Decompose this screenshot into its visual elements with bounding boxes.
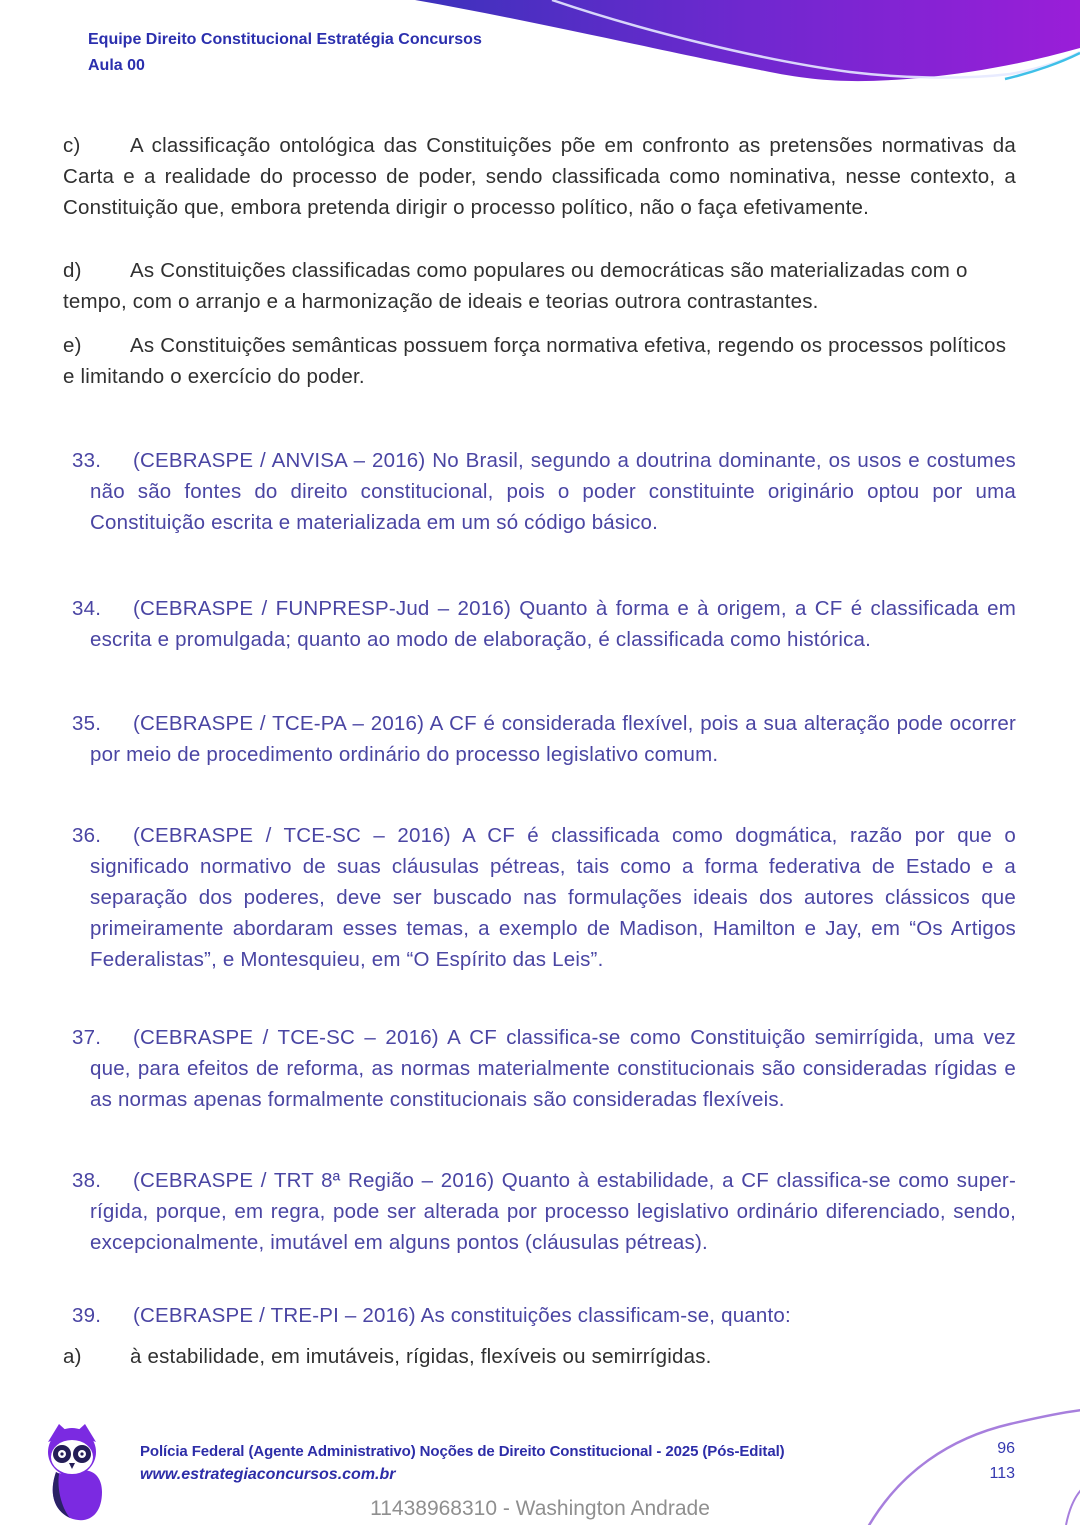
question-38-text: (CEBRASPE / TRT 8ª Região – 2016) Quanto à estabilidade, a CF classifica-se como super-rígida, porque, em regra, pode ser alterada por processo legislativo ordinário diferenciado, sendo, excepcionalmente, imutável em alguns pontos (cláusulas pétreas). (90, 1169, 1016, 1254)
question-35 (72, 708, 1016, 770)
page-number-current: 96 (997, 1440, 1015, 1457)
question-36 (72, 820, 1016, 975)
alternative-a-text: à estabilidade, em imutáveis, rígidas, flexíveis ou semirrígidas. (130, 1345, 712, 1368)
footer-course-title: Polícia Federal (Agente Administrativo) Noções de Direito Constitucional - 2025 (Pós-Edital) (140, 1443, 785, 1460)
question-36-number: 36. (72, 824, 102, 847)
question-37 (72, 1022, 1016, 1115)
question-38 (72, 1165, 1016, 1258)
alternative-d-label: d) (63, 259, 82, 282)
header-lesson-line: Aula 00 (88, 57, 145, 74)
alternative-c-text: A classificação ontológica das Constituições põe em confronto as pretensões normativas da Carta e a realidade do processo de poder, sendo classificada como nominativa, nesse contexto, a Constituição que, embora pretenda dirigir o processo político, não o faça efetivamente. (63, 134, 1016, 219)
question-37-text: (CEBRASPE / TCE-SC – 2016) A CF classifica-se como Constituição semirrígida, uma vez que, para efeitos de reforma, as normas materialmente constitucionais são consideradas rígidas e as normas apenas formalmente constitucionais são consideradas flexíveis. (90, 1026, 1016, 1111)
question-36-text: (CEBRASPE / TCE-SC – 2016) A CF é classificada como dogmática, razão por que o significado normativo de suas cláusulas pétreas, tais como a forma federativa de Estado e a separação dos poderes, deve ser buscado nas formulações ideais dos autores clássicos que primeiramente abordaram esses temas, a exemplo de Madison, Hamilton e Jay, em “Os Artigos Federalistas”, e Montesquieu, em “O Espírito das Leis”. (90, 824, 1016, 971)
question-34-number: 34. (72, 597, 102, 620)
alternative-d-text: As Constituições classificadas como populares ou democráticas são materializadas com o tempo, com o arranjo e a harmonização de ideais e teorias outrora contrastantes. (63, 259, 968, 313)
footer-watermark: 11438968310 - Washington Andrade (370, 1497, 710, 1520)
alternative-e (63, 330, 1016, 392)
question-34-text: (CEBRASPE / FUNPRESP-Jud – 2016) Quanto à forma e à origem, a CF é classificada em escrita e promulgada; quanto ao modo de elaboração, é classificada como histórica. (90, 597, 1016, 651)
alternative-a (63, 1341, 1016, 1372)
question-39-text: (CEBRASPE / TRE-PI – 2016) As constituições classificam-se, quanto: (133, 1304, 791, 1327)
alternative-c-label: c) (63, 134, 81, 157)
page-header (88, 27, 482, 79)
wave-shape (415, 0, 1080, 81)
question-34 (72, 593, 1016, 655)
alternative-d (63, 255, 1016, 317)
question-39-number: 39. (72, 1304, 102, 1327)
question-35-number: 35. (72, 712, 102, 735)
header-team-line: Equipe Direito Constitucional Estratégia Concursos (88, 31, 482, 48)
alternative-e-text: As Constituições semânticas possuem força normativa efetiva, regendo os processos políticos e limitando o exercício do poder. (63, 334, 1007, 388)
question-35-text: (CEBRASPE / TCE-PA – 2016) A CF é considerada flexível, pois a sua alteração pode ocorrer por meio de procedimento ordinário do processo legislativo comum. (90, 712, 1016, 766)
page-number-total: 113 (989, 1465, 1015, 1482)
footer-page-numbers (989, 1436, 1015, 1486)
question-39 (72, 1300, 1016, 1331)
question-37-number: 37. (72, 1026, 102, 1049)
footer-website-link: www.estrategiaconcursos.com.br (140, 1466, 396, 1483)
alternative-c (63, 130, 1016, 223)
question-38-number: 38. (72, 1169, 102, 1192)
question-33-text: (CEBRASPE / ANVISA – 2016) No Brasil, segundo a doutrina dominante, os usos e costumes não são fontes do direito constitucional, pois o poder constituinte originário optou por uma Constituição escrita e materializada em um só código básico. (90, 449, 1016, 534)
alternative-e-label: e) (63, 334, 82, 357)
alternative-a-label: a) (63, 1345, 82, 1368)
question-33 (72, 445, 1016, 538)
question-33-number: 33. (72, 449, 102, 472)
